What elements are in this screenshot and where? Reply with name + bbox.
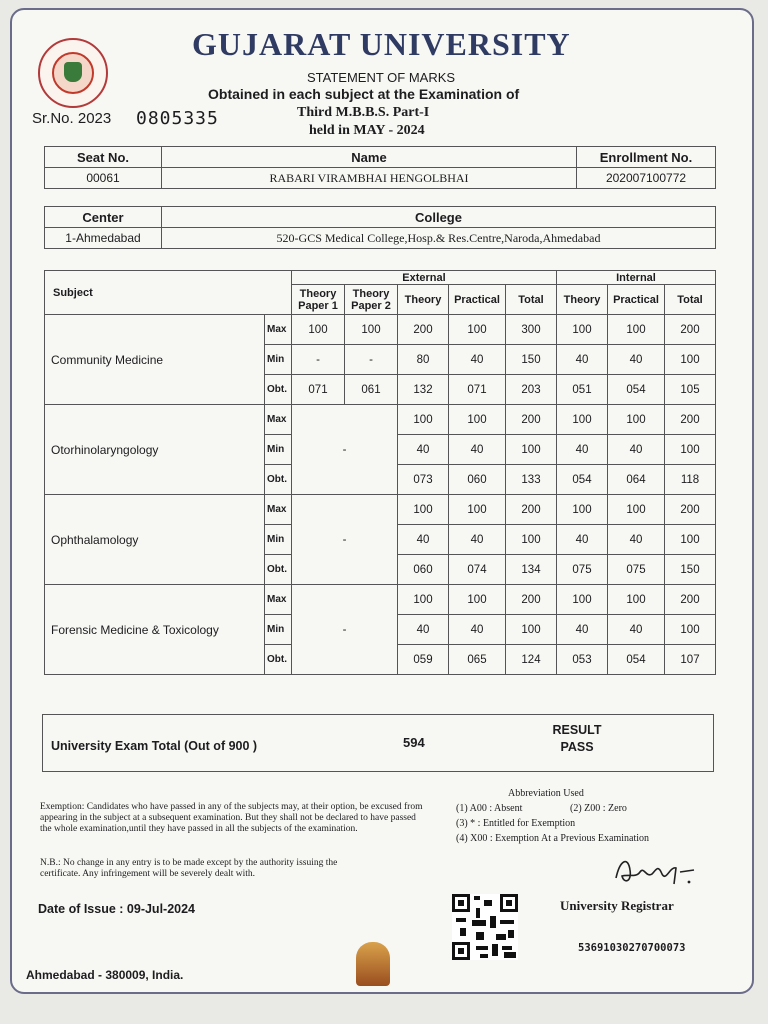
subject-name: Ophthalamology xyxy=(45,495,265,585)
mark-cell: 071 xyxy=(292,375,345,405)
mark-cell: 065 xyxy=(449,645,506,675)
mark-cell: 075 xyxy=(608,555,665,585)
mark-cell: 100 xyxy=(449,495,506,525)
university-address: Ahmedabad - 380009, India. xyxy=(26,968,184,982)
mark-cell: 060 xyxy=(398,555,449,585)
mark-cell: 100 xyxy=(608,405,665,435)
exam-session: held in MAY - 2024 xyxy=(309,123,425,138)
external-header: External xyxy=(292,271,557,285)
marks-table xyxy=(44,270,716,675)
mark-cell: 060 xyxy=(449,465,506,495)
result-summary xyxy=(42,714,714,772)
mark-cell: 054 xyxy=(557,465,608,495)
mark-cell: 100 xyxy=(398,405,449,435)
university-name: GUJARAT UNIVERSITY xyxy=(192,26,571,62)
table-row xyxy=(45,405,716,435)
mark-cell: 40 xyxy=(449,345,506,375)
student-name: RABARI VIRAMBHAI HENGOLBHAI xyxy=(162,168,577,189)
obtained-line: Obtained in each subject at the Examination of xyxy=(208,86,520,102)
mark-cell: 133 xyxy=(506,465,557,495)
nb-note: N.B.: No change in any entry is to be made except by the authority issuing the certificate. Any infringement will be severely dealt with. xyxy=(40,858,338,879)
mark-cell: 100 xyxy=(506,435,557,465)
statement-title: STATEMENT OF MARKS xyxy=(307,70,456,85)
mark-cell: 100 xyxy=(557,585,608,615)
mark-cell: 40 xyxy=(449,435,506,465)
mark-cell: 80 xyxy=(398,345,449,375)
mark-cell: 150 xyxy=(665,555,716,585)
mark-cell: 054 xyxy=(608,645,665,675)
abbreviation-3: (3) * : Entitled for Exemption xyxy=(456,818,576,829)
serial-label: Sr.No. 2023 xyxy=(32,110,112,127)
abbreviation-2: (2) Z00 : Zero xyxy=(570,803,627,814)
mark-cell: 100 xyxy=(292,315,345,345)
mark-cell: 107 xyxy=(665,645,716,675)
mark-cell: - xyxy=(292,345,345,375)
enrollment-value: 202007100772 xyxy=(577,168,716,189)
mark-cell: 40 xyxy=(398,525,449,555)
result-label: RESULT xyxy=(552,723,602,737)
row-label-min: Min xyxy=(265,615,292,645)
total-label: University Exam Total (Out of 900 ) xyxy=(51,739,258,753)
emblem-icon xyxy=(64,62,82,82)
mark-cell: 100 xyxy=(608,315,665,345)
registrar-signature xyxy=(610,848,698,892)
col-theory-paper-1: Theory Paper 1 xyxy=(292,285,345,315)
qr-code-icon xyxy=(452,894,518,960)
mark-cell: 054 xyxy=(608,375,665,405)
abbreviation-4: (4) X00 : Exemption At a Previous Examination xyxy=(456,833,650,844)
mark-cell: 124 xyxy=(506,645,557,675)
col-int-total: Total xyxy=(665,285,716,315)
mark-cell: - xyxy=(345,345,398,375)
mark-cell: 059 xyxy=(398,645,449,675)
mark-cell: 200 xyxy=(506,405,557,435)
col-ext-practical: Practical xyxy=(449,285,506,315)
mark-cell: 100 xyxy=(665,525,716,555)
subject-name: Forensic Medicine & Toxicology xyxy=(45,585,265,675)
mark-cell: 200 xyxy=(506,495,557,525)
seat-no-header: Seat No. xyxy=(45,147,162,168)
papers-not-applicable: - xyxy=(292,405,398,495)
mark-cell: 073 xyxy=(398,465,449,495)
name-header: Name xyxy=(162,147,577,168)
mark-cell: 40 xyxy=(557,615,608,645)
mark-cell: 203 xyxy=(506,375,557,405)
table-row xyxy=(45,495,716,525)
college-header: College xyxy=(162,207,716,228)
mark-cell: 40 xyxy=(608,435,665,465)
mark-cell: 075 xyxy=(557,555,608,585)
mark-cell: 134 xyxy=(506,555,557,585)
mark-cell: 40 xyxy=(449,525,506,555)
abbreviation-title: Abbreviation Used xyxy=(508,788,584,799)
mark-cell: 071 xyxy=(449,375,506,405)
row-label-obt: Obt. xyxy=(265,465,292,495)
result-value: PASS xyxy=(560,740,594,754)
mark-cell: 100 xyxy=(449,585,506,615)
center-value: 1-Ahmedabad xyxy=(45,228,162,249)
subject-name: Otorhinolaryngology xyxy=(45,405,265,495)
mark-cell: 40 xyxy=(608,615,665,645)
col-ext-theory: Theory xyxy=(398,285,449,315)
mark-cell: 100 xyxy=(398,495,449,525)
mark-cell: 150 xyxy=(506,345,557,375)
subject-header: Subject xyxy=(45,271,292,315)
mark-cell: 40 xyxy=(398,615,449,645)
col-int-theory: Theory xyxy=(557,285,608,315)
col-theory-paper-2: Theory Paper 2 xyxy=(345,285,398,315)
mark-cell: 064 xyxy=(608,465,665,495)
mark-cell: 051 xyxy=(557,375,608,405)
internal-header: Internal xyxy=(557,271,716,285)
college-value: 520-GCS Medical College,Hosp.& Res.Centre,Naroda,Ahmedabad xyxy=(162,228,716,249)
total-value: 594 xyxy=(403,735,425,750)
date-of-issue: Date of Issue : 09-Jul-2024 xyxy=(38,902,196,916)
mark-cell: 100 xyxy=(449,405,506,435)
table-row xyxy=(45,585,716,615)
papers-not-applicable: - xyxy=(292,495,398,585)
mark-cell: 100 xyxy=(345,315,398,345)
mark-cell: 100 xyxy=(557,405,608,435)
seat-no-value: 00061 xyxy=(45,168,162,189)
logo-seal-icon xyxy=(52,52,94,94)
mark-cell: 100 xyxy=(665,345,716,375)
row-label-min: Min xyxy=(265,345,292,375)
mark-cell: 200 xyxy=(665,495,716,525)
mark-cell: 100 xyxy=(398,585,449,615)
table-row xyxy=(45,315,716,345)
mark-cell: 200 xyxy=(665,405,716,435)
mark-cell: 100 xyxy=(506,615,557,645)
exemption-note: Exemption: Candidates who have passed in any of the subjects may, at their option, be excused from appearing in the subject at a subsequent examination. But they shall not be declared to have passed the whole examination,until they have passed in all the subjects of the examination. xyxy=(40,802,423,834)
university-building-icon xyxy=(356,942,390,986)
marksheet xyxy=(10,8,754,994)
student-info-table xyxy=(44,146,716,189)
col-int-practical: Practical xyxy=(608,285,665,315)
mark-cell: 118 xyxy=(665,465,716,495)
mark-cell: 200 xyxy=(665,585,716,615)
subject-name: Community Medicine xyxy=(45,315,265,405)
mark-cell: 100 xyxy=(506,525,557,555)
row-label-obt: Obt. xyxy=(265,555,292,585)
exam-name: Third M.B.B.S. Part-I xyxy=(297,105,430,120)
mark-cell: 105 xyxy=(665,375,716,405)
mark-cell: 100 xyxy=(665,435,716,465)
mark-cell: 061 xyxy=(345,375,398,405)
row-label-obt: Obt. xyxy=(265,375,292,405)
mark-cell: 40 xyxy=(557,435,608,465)
row-label-min: Min xyxy=(265,525,292,555)
serial-number: 0805335 xyxy=(136,108,219,129)
mark-cell: 40 xyxy=(398,435,449,465)
mark-cell: 200 xyxy=(665,315,716,345)
document-serial-code: 53691030270700073 xyxy=(578,942,686,954)
mark-cell: 100 xyxy=(557,315,608,345)
mark-cell: 100 xyxy=(557,495,608,525)
mark-cell: 074 xyxy=(449,555,506,585)
mark-cell: 053 xyxy=(557,645,608,675)
mark-cell: 200 xyxy=(398,315,449,345)
mark-cell: 200 xyxy=(506,585,557,615)
row-label-max: Max xyxy=(265,495,292,525)
abbreviation-1: (1) A00 : Absent xyxy=(456,803,523,814)
mark-cell: 300 xyxy=(506,315,557,345)
row-label-max: Max xyxy=(265,405,292,435)
row-label-min: Min xyxy=(265,435,292,465)
papers-not-applicable: - xyxy=(292,585,398,675)
mark-cell: 40 xyxy=(557,525,608,555)
mark-cell: 100 xyxy=(665,615,716,645)
mark-cell: 132 xyxy=(398,375,449,405)
mark-cell: 40 xyxy=(449,615,506,645)
registrar-title: University Registrar xyxy=(560,898,674,913)
mark-cell: 100 xyxy=(608,585,665,615)
col-ext-total: Total xyxy=(506,285,557,315)
college-info-table xyxy=(44,206,716,249)
enrollment-header: Enrollment No. xyxy=(577,147,716,168)
row-label-max: Max xyxy=(265,585,292,615)
row-label-max: Max xyxy=(265,315,292,345)
university-logo xyxy=(38,38,108,108)
mark-cell: 40 xyxy=(608,345,665,375)
mark-cell: 40 xyxy=(608,525,665,555)
mark-cell: 100 xyxy=(449,315,506,345)
mark-cell: 100 xyxy=(608,495,665,525)
mark-cell: 40 xyxy=(557,345,608,375)
center-header: Center xyxy=(45,207,162,228)
row-label-obt: Obt. xyxy=(265,645,292,675)
